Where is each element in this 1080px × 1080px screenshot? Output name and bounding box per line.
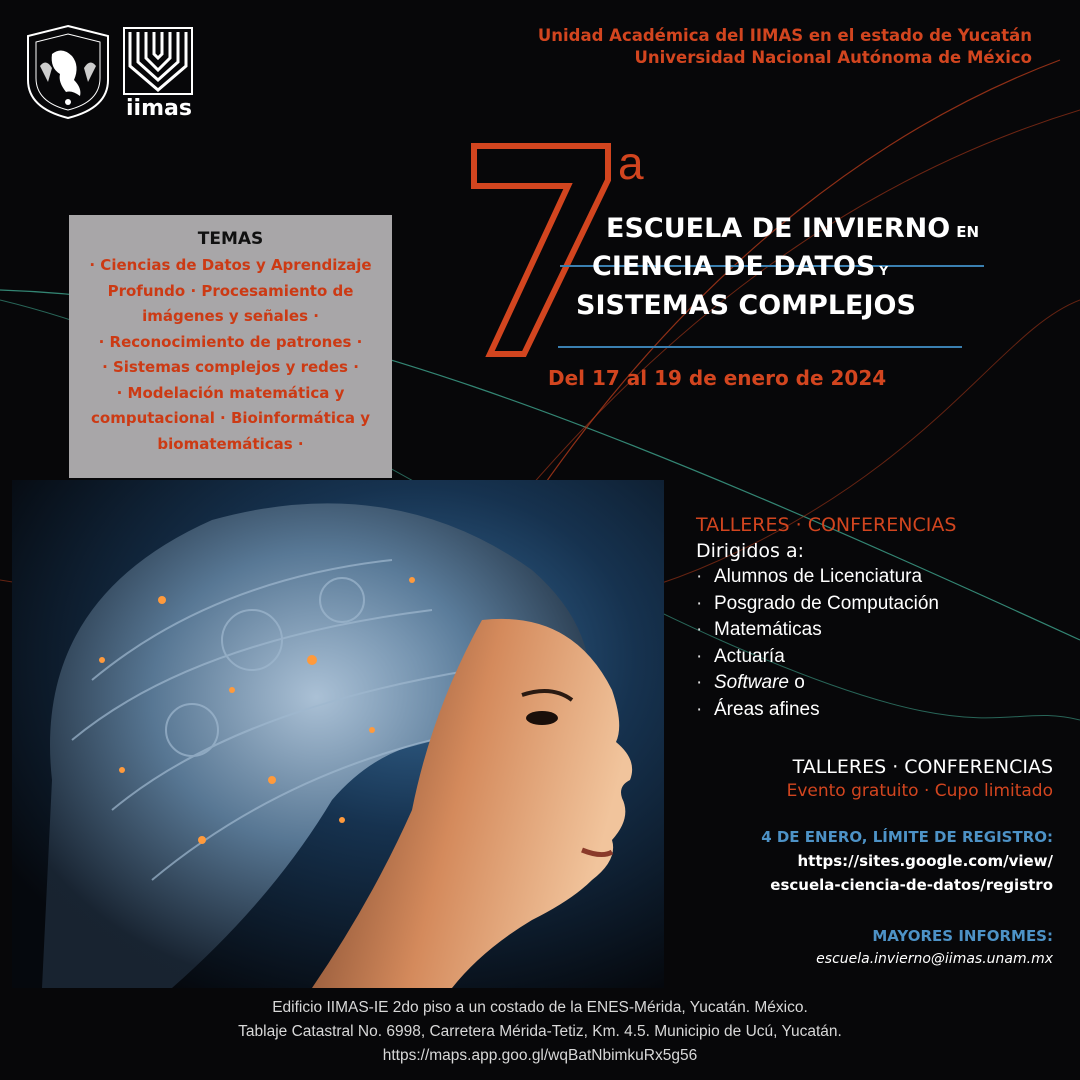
footer-line: Tablaje Catastral No. 6998, Carretera Mérida-Tetiz, Km. 4.5. Municipio de Ucú, Yucatán.: [238, 1023, 842, 1040]
big-seven-numeral: [468, 140, 614, 360]
title-line2-text: CIENCIA DE DATOS: [592, 251, 876, 282]
temas-heading: TEMAS: [197, 229, 264, 249]
audience-list: [696, 566, 939, 726]
event-free-note: Evento gratuito · Cupo limitado: [786, 781, 1053, 801]
audience-item-label: Alumnos de Licenciatura: [714, 566, 923, 587]
iimas-wordmark: iimas: [126, 96, 192, 121]
registration-link-line2[interactable]: escuela-ciencia-de-datos/registro: [770, 876, 1053, 894]
title-line1-small: EN: [956, 223, 980, 241]
list-item: [696, 566, 939, 593]
footer-map-link[interactable]: https://maps.app.goo.gl/wqBatNbimkuRx5g56: [382, 1047, 698, 1064]
audience-item-label: Actuaría: [714, 645, 785, 667]
registration-link-line1[interactable]: https://sites.google.com/view/: [797, 852, 1053, 870]
title-line3: SISTEMAS COMPLEJOS: [576, 290, 916, 321]
title-line1: [606, 213, 979, 244]
audience-item-label: Posgrado de Computación: [714, 592, 939, 614]
audience-item-label: Áreas afines: [714, 698, 820, 720]
talleres-subheading: TALLERES · CONFERENCIAS: [792, 756, 1053, 778]
talleres-heading: TALLERES · CONFERENCIAS: [696, 514, 957, 536]
list-item: [696, 619, 939, 646]
divider-line: [558, 346, 962, 348]
temas-line: computacional · Bioinformática y: [91, 409, 370, 427]
title-line2-small: Y: [879, 264, 889, 278]
header-university: Universidad Nacional Autónoma de México: [634, 48, 1032, 67]
footer-address: [0, 996, 1080, 1068]
contact-email[interactable]: escuela.invierno@iimas.unam.mx: [816, 951, 1053, 967]
temas-line: Profundo · Procesamiento de: [107, 281, 354, 300]
bullet: ·: [696, 619, 703, 641]
header-institution: Unidad Académica del IIMAS en el estado de Yucatán: [537, 26, 1032, 45]
dirigidos-label: Dirigidos a:: [696, 540, 805, 562]
temas-line: · Reconocimiento de patrones ·: [98, 332, 363, 351]
list-item: [696, 672, 939, 699]
title-line1-text: ESCUELA DE INVIERNO: [606, 213, 951, 244]
temas-line: · Ciencias de Datos y Aprendizaje: [89, 256, 372, 274]
audience-item-suffix: o: [788, 672, 805, 694]
list-item: [696, 593, 939, 620]
bullet: ·: [696, 645, 703, 667]
audience-item-label: Matemáticas: [714, 619, 822, 641]
temas-line: biomatemáticas ·: [157, 434, 304, 453]
audience-item-label: Software: [714, 672, 789, 694]
temas-line: · Sistemas complejos y redes ·: [102, 358, 359, 376]
bullet: ·: [696, 592, 703, 614]
temas-line: imágenes y señales ·: [142, 307, 319, 325]
event-dates: Del 17 al 19 de enero de 2024: [548, 366, 887, 390]
title-line2: [592, 251, 888, 282]
list-item: [696, 646, 939, 673]
temas-list: [75, 253, 386, 457]
temas-box: [69, 215, 392, 478]
unam-seal-icon: [22, 22, 114, 122]
list-item: [696, 699, 939, 726]
bullet: ·: [696, 698, 703, 720]
footer-line: Edificio IIMAS-IE 2do piso a un costado de la ENES-Mérida, Yucatán. México.: [272, 999, 808, 1016]
bullet: ·: [696, 672, 703, 694]
more-info-heading: MAYORES INFORMES:: [872, 927, 1053, 945]
bullet: ·: [696, 566, 703, 587]
temas-line: · Modelación matemática y: [116, 383, 345, 402]
cyborg-head-image: [12, 480, 664, 988]
registration-deadline: 4 DE ENERO, LÍMITE DE REGISTRO:: [761, 828, 1053, 846]
ordinal-superscript: a: [618, 137, 644, 189]
